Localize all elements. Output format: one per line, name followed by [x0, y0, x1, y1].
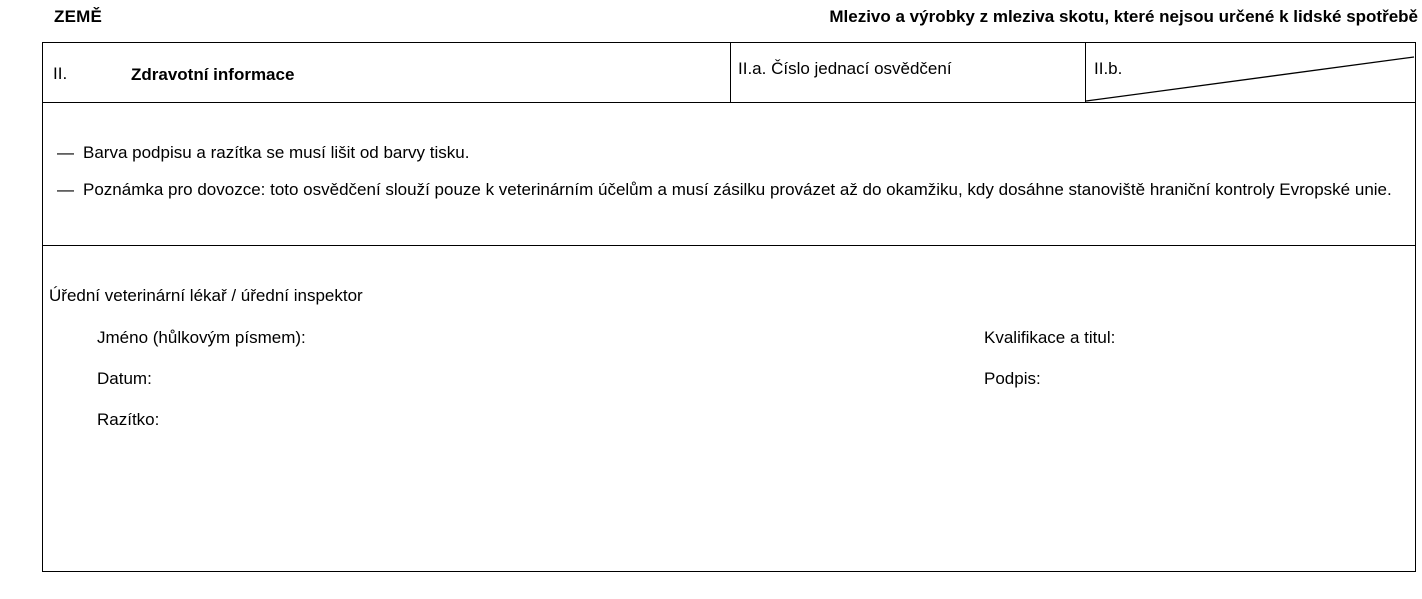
- note-dash: —: [57, 180, 74, 199]
- certificate-ref-label: II.a. Číslo jednací osvědčení: [738, 59, 952, 78]
- note-signature-color: Barva podpisu a razítka se musí lišit od barvy tisku.: [83, 143, 470, 162]
- part-number: II.: [53, 64, 68, 83]
- part-title: Zdravotní informace: [131, 65, 295, 84]
- divider-horizontal: [43, 245, 1415, 246]
- country-label: ZEMĚ: [54, 7, 103, 26]
- official-veterinarian-heading: Úřední veterinární lékař / úřední inspektor: [49, 286, 363, 305]
- qualification-label: Kvalifikace a titul:: [984, 328, 1116, 347]
- note-importer: Poznámka pro dovozce: toto osvědčení slouží pouze k veterinárním účelům a musí zásilku provázet až do okamžiku, kdy dosáhne stanoviště hraniční kontroly Evropské unie.: [83, 180, 1392, 199]
- signature-label: Podpis:: [984, 369, 1041, 388]
- iib-label: II.b.: [1094, 59, 1123, 78]
- stamp-label: Razítko:: [97, 410, 160, 429]
- certificate-title: Mlezivo a výrobky z mleziva skotu, které nejsou určené k lidské spotřebě: [829, 7, 1418, 26]
- certificate-frame: [42, 42, 1416, 572]
- note-dash: —: [57, 143, 74, 162]
- date-label: Datum:: [97, 369, 152, 388]
- name-label: Jméno (hůlkovým písmem):: [97, 328, 306, 347]
